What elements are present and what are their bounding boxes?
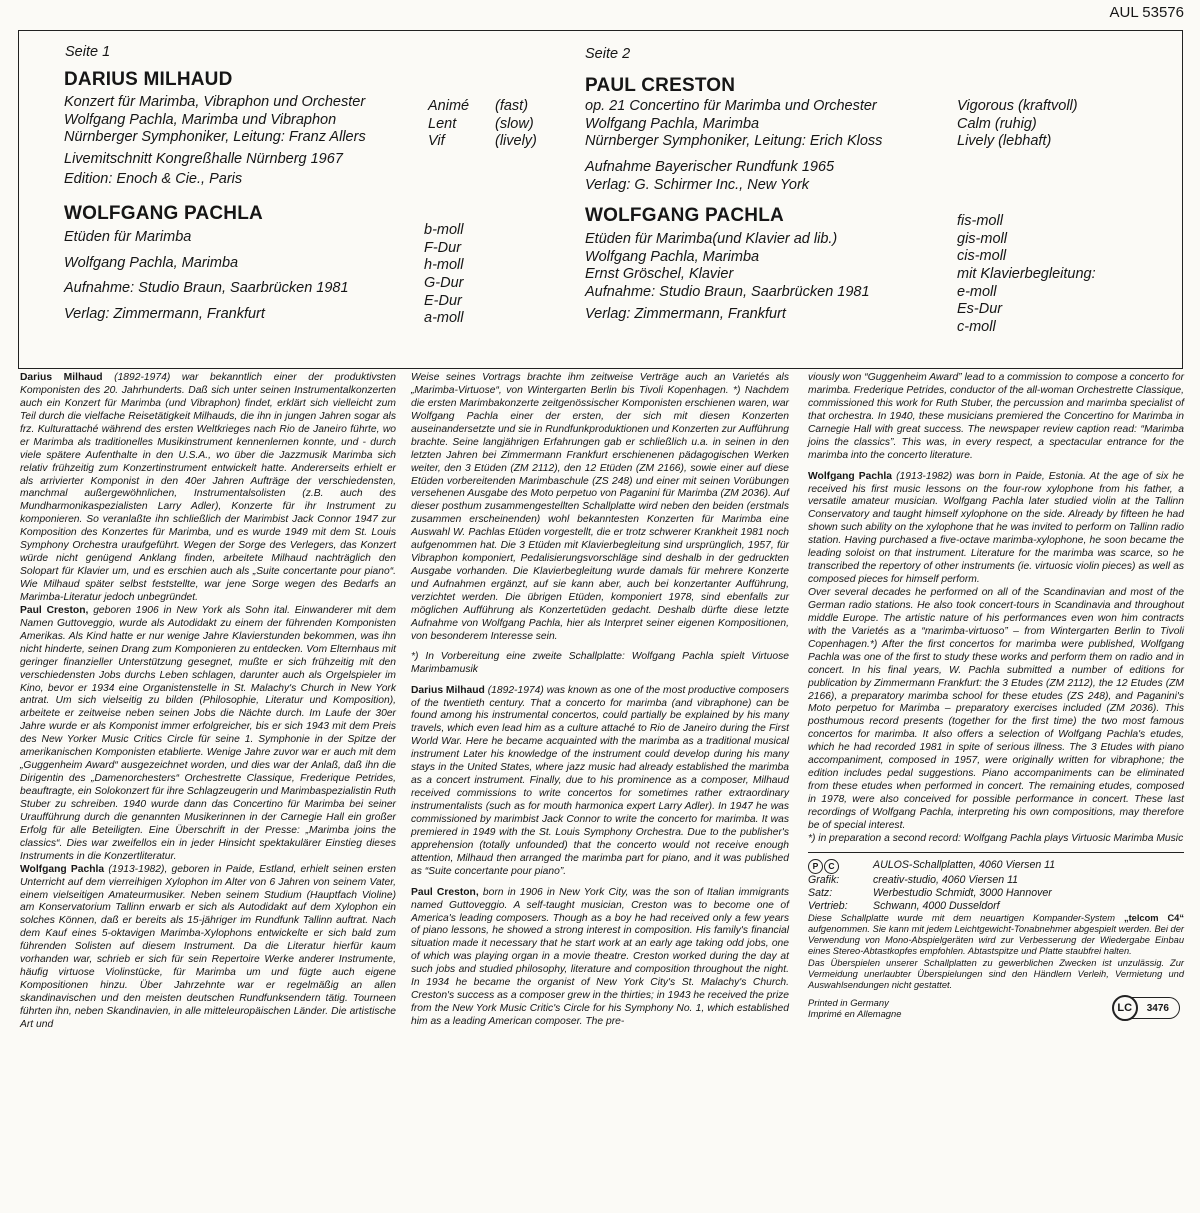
credit-row-label: P C AULOS-Schallplatten, 4060 Viersen 11 bbox=[808, 859, 1184, 874]
side2-composer-creston: PAUL CRESTON bbox=[585, 75, 736, 96]
credits-bottom bbox=[808, 995, 1184, 1021]
en-milhaud-paragraph: Darius Milhaud (1892-1974) was known as one of the most productive composers of the twentieth century. That a concerto for marimba (and vibraphone) can be found among his instrumental concertos, could partially be explained by his many travels, which even lead him as a culture attaché to Rio de Janeiro during the First World War. Here he became acquainted with the marimba as a traditional musical instrument Later his knowledge of the instrument could develop during his many stays in the United States, where jazz music had already established the marimba as a concert instrument. Finally, due to his prominence as a composer, Milhaud received commissions to write concertos for sometimes rather extraordinary instrumentalists (such as for mouth harmonica expert Larry Adler). In 1947 he was commissioned by marimbist Jack Connor to write the concerto for marimba. It was premiered in 1949 with the St. Louis Symphony Orchestra. Due to the publisher's apprehension (totally unfounded) that the concerto would not receive enough attention, Milhaud then arranged the marimba part for piano, and it was published as “Suite concertante pour piano”. bbox=[411, 684, 789, 877]
de-pachla-continuation: Weise seines Vortrags brachte ihm zeitweise Verträge auch an Varietés als „Marimba-Virtuose“, von Wintergarten Berlin bis Tivoli Kopenhagen. *) Nachdem die ersten Marimbakonzerte zeitgenössischer Komponisten erschienen waren, war Wolfgang Pachla einer der ersten, der sich mit diesen Konzerten auseinandersetzte und sie in Rundfunkproduktionen und Konzerten zur Aufführung brachte. Seine langjährigen Erfahrungen gab er schließlich u.a. in seinen in den letzten Jahren bei Zimmermann Frankfurt erschienenen pädagogischen Werken weiter, den 3 Etüden (ZM 2112), den 12 Etüden (ZM 2166), sowie einer auf diese Etüden vorbereitenden Marimbaschule (ZS 248) und einer mit seinen Vorübungen versehenen Ausgabe des Moto perpetuo von Paganini für Marimba (ZM 2036). Auf dieser posthum zusammengestellten Schallplatte wird neben den beiden (erstmals zusammen erscheinenden) wohl bekanntesten Konzerten für Marimba eine Auswahl W. Pachlas Etüden vorgestellt, die er trotz schwerer Krankheit 1981 noch aufgenommen hat. Die 3 Etüden mit Klavierbegleitung sind ursprünglich, 1957, für Vibraphon komponiert, Pedalisierungsvorschläge sind deshalb in der gedruckten Ausgabe vorhanden. Die Klavierbegleitung wurde damals für mehrere Konzerte und Aufnahmen ergänzt, auf sie kann aber, auch bei konzertanter Aufführung, verzichtet werden. Die übrigen Etüden, komponiert 1978, sind ebenfalls zur möglichen Aufführung als Konzertetüden gedacht. Deshalb dürfte diese letzte Aufnahme von Wolfgang Pachla, hier als Interpret seiner eigenen Kompositionen, von besonderem Interesse sein. bbox=[411, 372, 789, 642]
en-creston-continuation: viously won “Guggenheim Award” lead to a commission to compose a concerto for marimba. Frederique Petrides, conductor of the all-woman Orchestrette Classique, commissioned this work for Ruth Stuber, the percussion and marimba specialist of that orchestra. In 1940, these musicians premiered the Concertino for Marimba in Carnegie Hall with great success. The newspaper review caption read: “Marimba joins the classics”. This was, in every respect, a spectacular entrance for the marimba into the concerto literature. bbox=[808, 372, 1185, 461]
side2-work2-details: Etüden für Marimba(und Klavier ad lib.) Wolfgang Pachla, Marimba Ernst Gröschel, Klavier Aufnahme: Studio Braun, Saarbrücken 1981 Verlag: Zimmermann, Frankfurt bbox=[585, 231, 870, 322]
de-pachla-paragraph: Wolfgang Pachla (1913-1982), geboren in Paide, Estland, erhielt seinen ersten Unterricht auf dem vierreihigen Xylophon im Alter von 6 Jahren von seinem Vater, einem vielseitigen Amateurmusiker. Neben seinem Studium (Hauptfach Violine) am Konservatorium Tallinn erwarb er sich als Autodidakt auf dem Xylophon ein solches Können, daß er bereits als 15-jähriger im Rundfunk Tallinn auftrat. Nach dem Kauf eines 5-oktavigen Marimba-Xylophons entwickelte er sich bald zum führenden Solisten auf diesem Instrument. Da die Literatur hierfür kaum vorhanden war, schrieb er sich für sein Repertoire Werke anderer Instrumente, häufig virtuose Violinstücke, für Marimba um und fügte auch eigene Kompositionen hinzu. Über Jahrzehnte war er regelmäßig an allen skandinavischen und den meisten deutschen Rundfunksendern tätig. Tourneen führten ihn, neben Skandinavien, in alle mitteleuropäischen Länder. Die artistische Art und bbox=[20, 863, 396, 1030]
credits-block bbox=[808, 859, 1184, 1021]
de-creston-paragraph: Paul Creston, geboren 1906 in New York als Sohn ital. Einwanderer mit dem Namen Guttoveggio, wurde als Autodidakt zu einem der führenden Komponisten Amerikas. Als Kind hatte er nur wenige Jahre Klavierstunden bekommen, was ihn nicht hinderte, seinen Drang zum Komponieren zu entdecken. Vom Elternhaus mit geringer finanzieller Unterstützung gesegnet, mußte er sich frühzeitig mit den verschiedensten Jobs durchs Leben schlagen, darunter auch als Orgelspieler im Kino, bevor er 1934 eine Organistenstelle in St. Malachy's Church in New York antrat. Um sich vielseitig zu bilden (Philosophie, Literatur und Komposition), arbeitete er zeitweise neben seinen Jobs die Nächte durch. Im Laufe der 30er Jahre wurde er als Komponist immer erfolgreicher, bis er sich 1943 mit dem Preis des New Yorker Music Critics Circle für seine 1. Symphonie in der Spitze der amerikanischen Komponisten etablierte. Wenige Jahre zuvor war er auch mit dem „Guggenheim Award“ ausgezeichnet worden, und dies war der Anlaß, daß ihn die Dirigentin des „Damenorchesters“ Orchestrette Classique, Frederique Petrides, beauftragte, ein Solokonzert für ihre Schlagzeugerin und Marimbaspezialistin Ruth Stuber zu schreiben. 1940 wurde dann das Concertino für Marimba bei seiner Uraufführung durch die genannten Musikerinnen in der Carnegie Hall ein großer Erfolg für alle Beteiligten. Eine Überschrift in der Presse: „Marimba joins the classics“. Dies war zweifellos ein in jeder Hinsicht spektakulärer Einstieg dieses Instruments in die Konzertliteratur. bbox=[20, 604, 396, 862]
side1-movement-translations: (fast) (slow) (lively) bbox=[495, 98, 537, 150]
notes-col3 bbox=[808, 372, 1184, 1021]
copying-notice: Das Überspielen unserer Schallplatten zu gewerblichen Zwecken ist unzulässig. Zur Vermeidung unerlaubter Überspielungen sind den Händlern Verleih, Vermietung und Auswahlsendungen nicht gestattet. bbox=[808, 957, 1184, 990]
side2-work1-details: op. 21 Concertino für Marimba und Orchester Wolfgang Pachla, Marimba Nürnberger Symphoniker, Leitung: Erich Kloss Aufnahme Bayerischer Rundfunk 1965 Verlag: G. Schirmer Inc., New York bbox=[585, 98, 883, 193]
credit-row-satz: Satz: Werbestudio Schmidt, 3000 Hannover bbox=[808, 886, 1052, 899]
side1-work2-details: Etüden für Marimba Wolfgang Pachla, Marimba Aufnahme: Studio Braun, Saarbrücken 1981 Verlag: Zimmermann, Frankfurt bbox=[64, 229, 349, 323]
en-creston-paragraph: Paul Creston, born in 1906 in New York City, was the son of Italian immigrants named Guttoveggio. A self-taught musician, Creston was to become one of America's leading composers. Though as a boy he had received only a few years of piano lessons, he showed a strong interest in composition. His family's financial situation made it necessary that he start work at an early age taking odd jobs, one of which was playing organ in a movie theatre. Creston worked during the day at such jobs and studied philosophy, literature and composition throughout the night. In 1934 he became the organist of New York City's St. Malachy's Church. Creston's success as a composer grew in the thirties; in 1943 he received the prize from the New York Music Critic's Circle for his Symphony No. 1, which established him as a leading American composer. The pre- bbox=[411, 886, 789, 1027]
printed-in: Printed in Germany Imprimé en Allemagne bbox=[808, 996, 902, 1020]
telcom-notice: Diese Schallplatte wurde mit dem neuartigen Kompander-System „telcom C4“ aufgenommen. Sie kann mit jedem Leichtgewicht-Tonabnehmer abgespielt werden. Bei der Verwendung von Mono-Abspielgeräten wird zur Verbesserung der Wiedergabe Einbau eines Stereo-Abtastkopfes empfohlen. Abtastspitze und Platte staubfrei halten. bbox=[808, 912, 1184, 957]
side2-label: Seite 2 bbox=[585, 46, 631, 62]
de-footnote: *) In Vorbereitung eine zweite Schallplatte: Wolfgang Pachla spielt Virtuose Marimbamusik bbox=[411, 650, 789, 675]
credit-row-grafik: Grafik: creativ-studio, 4060 Viersen 11 bbox=[808, 873, 1019, 886]
side2-etude-keys: fis-moll gis-moll cis-moll mit Klavierbegleitung: e-moll Es-Dur c-moll bbox=[957, 213, 1096, 336]
credits-divider bbox=[808, 852, 1184, 853]
en-pachla-paragraph-2: Over several decades he performed on all of the Scandinavian and most of the German radio stations. He also took concert-tours in Scandinavia and throughout middle Europe. The artistic nature of his performances even won him contracts with the Varietés as a “marimba-virtuoso” – from Wintergarten Berlin to Tivoli Copenhagen.*) After the first concertos for marimba were published, Wolfgang Pachla was one of the first to study these works and perform them on radio and in concert. In his final years, W. Pachla submitted a number of editions for publication by Zimmermann Frankfurt: the 3 Etudes (ZM 2112), the 12 Etudes (ZM 2166), a preparatory marimba school for these etudes (ZS 248), and Paganini's Moto perpetuo for Marimba – preparatory exercises included (ZM 2036). This posthumous record presents (together for the first time) the two most famous concertos for marimba. It also offers a selection of Wolfgang Pachla's etudes, which he had recorded 1981 in spite of serious illness. The 3 Etudes with piano accompaniment, composed in 1957, were originally written for vibraphone; the edition includes pedal suggestions. Piano accompaniments can be eliminated from these etudes when performed in concert. The remaining etudes, composed in 1978, were also conceived for possible performance in concert. These last recordings of Wolfgang Pachla, interpreting his own compositions, may therefore be of special interest. bbox=[808, 587, 1184, 831]
side1-etude-keys: b-moll F-Dur h-moll G-Dur E-Dur a-moll bbox=[424, 222, 464, 327]
de-milhaud-paragraph: Darius Milhaud (1892-1974) war bekanntlich einer der produktivsten Komponisten des 20. Jahrhunderts. Daß sich unter seinen Instrumentalkonzerten auch ein Konzert für Marimba (und Vibraphon) findet, erklärt sich vielleicht zum Teil durch die vielfache Reisetätigkeit Milhauds, die ihn in jungen Jahren sogar als frz. Kulturattaché während des ersten Weltkrieges nach Rio de Janeiro führte, wo er Marimba als traditionelles Musikinstrument kennenlernen konnte, und - durch viele spätere Aufenthalte in den U.S.A., wo über die Jazzmusik Marimba sich relativ frühzeitig zum Konzertinstrument entwickelt hatte. Andererseits erhielt er als arrivierter Komponist in den 40er Jahren Aufträge der verschiedensten, manchmal außergewöhnlichen, Instrumentalsolisten (z.B. auch des Mundharmonikaspezialisten Larry Adler), Konzerte für ihr Instrument zu komponieren. So veranlaßte ihn schließlich der Marimbist Jack Connor 1947 zur Komposition des Konzertes für Marimba, und es wurde 1949 mit dem St. Louis Symphony Orchestra uraufgeführt. Wegen der Sorge des Verlegers, das Konzert würde nicht genügend Anklang finden, arbeitete Milhaud nachträglich den Solopart für Klavier um, und es erschien auch als „Suite concertante pour piano“. Wie Milhaud später selbst feststellte, war jene Sorge wegen des Bedarfs an Marimba-Literatur jedoch unbegründet. bbox=[20, 372, 396, 603]
en-footnote: *) in preparation a second record: Wolfgang Pachla plays Virtuosic Marimba Music bbox=[808, 832, 1184, 844]
side1-label: Seite 1 bbox=[65, 44, 111, 60]
label-code-badge bbox=[1112, 995, 1180, 1021]
side1-work1-details: Konzert für Marimba, Vibraphon und Orchester Wolfgang Pachla, Marimba und Vibraphon Nürnberger Symphoniker, Leitung: Franz Allers Livemitschnitt Kongreßhalle Nürnberg 1967 Edition: Enoch & Cie., Paris bbox=[64, 94, 366, 187]
credit-row-vertrieb: Vertrieb: Schwann, 4000 Dusseldorf bbox=[808, 899, 1000, 912]
lc-icon: LC bbox=[1112, 995, 1138, 1021]
side2-composer-pachla: WOLFGANG PACHLA bbox=[585, 205, 784, 226]
catalog-number: AUL 53576 bbox=[1109, 4, 1184, 21]
side2-movements: Vigorous (kraftvoll) Calm (ruhig) Lively (lebhaft) bbox=[957, 98, 1078, 150]
side1-composer-pachla: WOLFGANG PACHLA bbox=[64, 203, 263, 224]
tracklist-box bbox=[18, 30, 1183, 369]
side1-movements: Animé Lent Vif bbox=[428, 98, 470, 150]
lc-number: 3476 bbox=[1132, 997, 1180, 1019]
notes-col2 bbox=[411, 372, 789, 1029]
side1-composer-milhaud: DARIUS MILHAUD bbox=[64, 69, 233, 90]
notes-german-col1 bbox=[20, 372, 396, 1032]
phonogram-copyright-icon: P C bbox=[808, 859, 839, 874]
en-pachla-paragraph: Wolfgang Pachla (1913-1982) was born in Paide, Estonia. At the age of six he received his first music lessons on the four-row xylophone from his father, a versatile amateur musician. Wolfgang Pachla later studied violin at the Tallinn Conservatory and taught himself xylophone on the side. Already by fifteen he had shown such ability on the xylophone that he was invited to perform on Tallinn radio station. Having purchased a five-octave marimba-xylophone, he soon became the leading soloist on that instrument. Literature for the marimba was scarce, so he transcribed the repertory of other instruments (ie. virtuosic violin pieces) as well as composed pieces for himself perform. bbox=[808, 470, 1184, 586]
